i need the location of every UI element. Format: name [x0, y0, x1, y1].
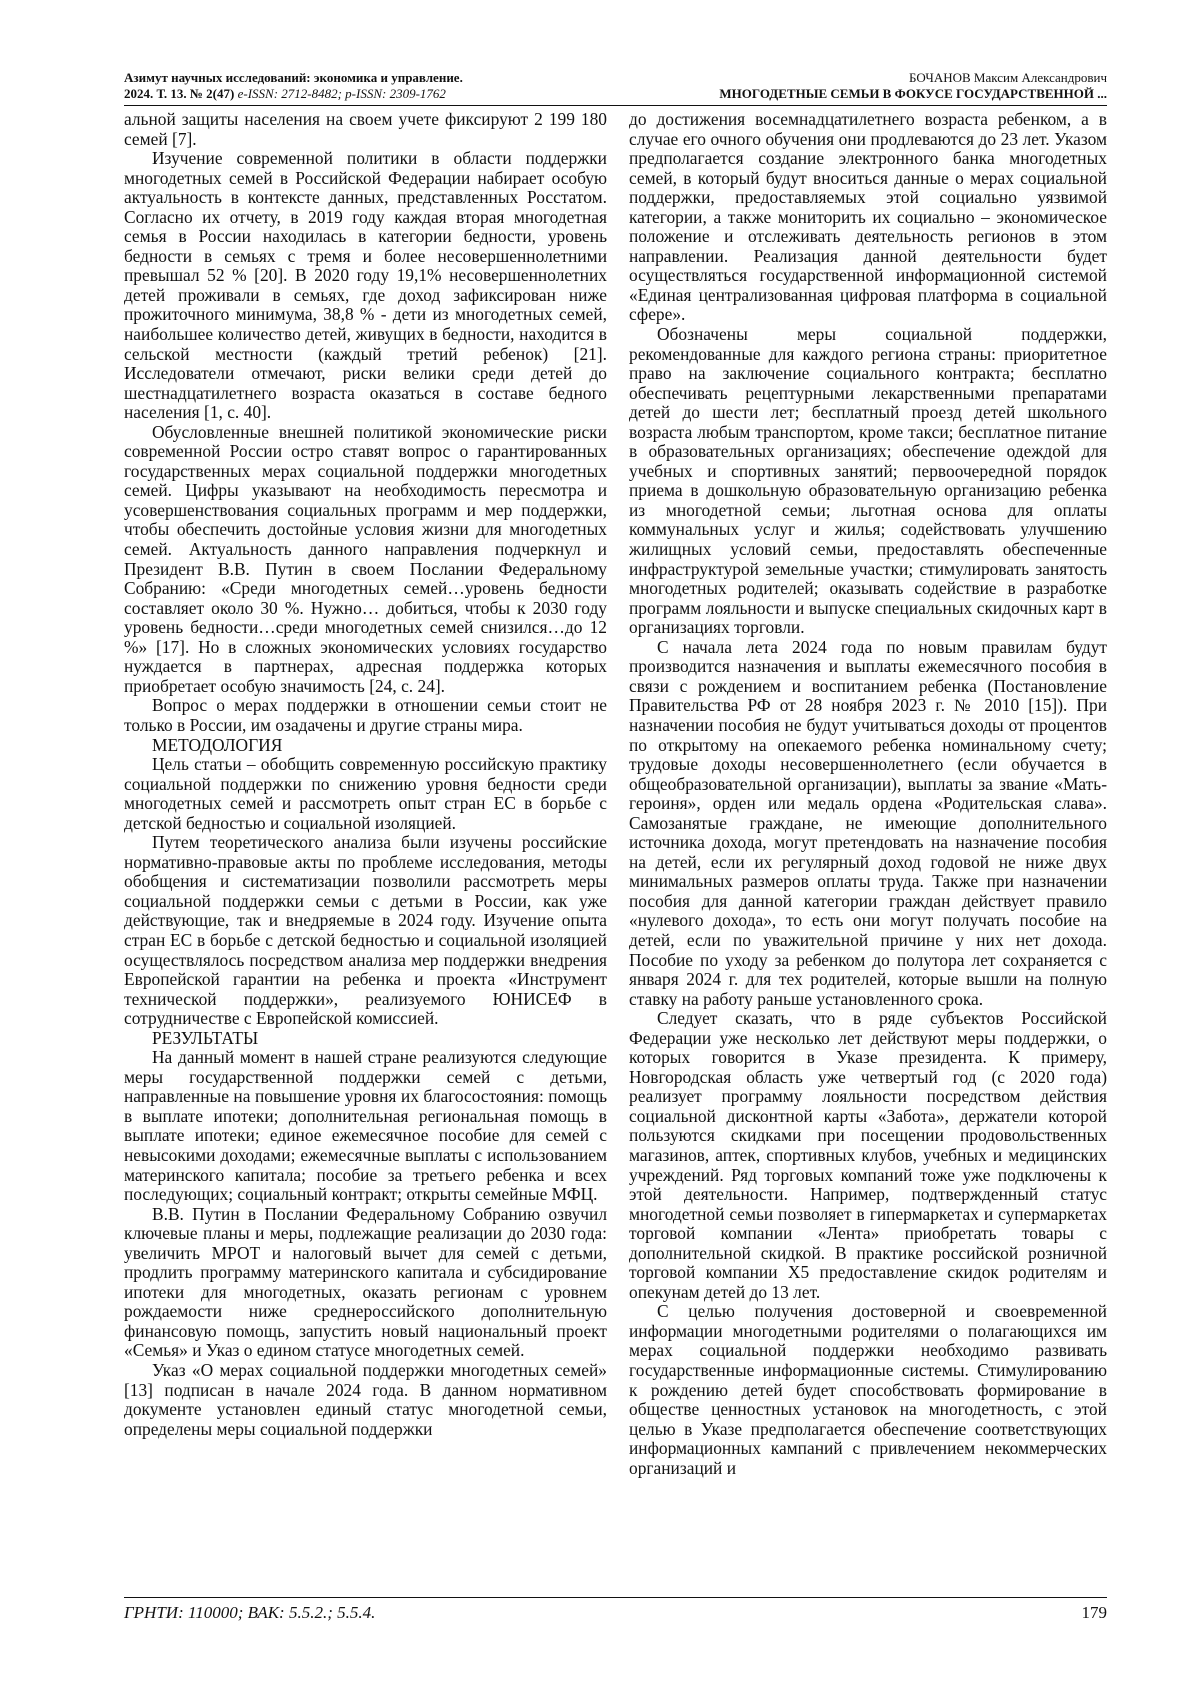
- journal-info: [124, 70, 463, 102]
- article-info: [719, 70, 1107, 102]
- section-heading-methodology: МЕТОДОЛОГИЯ: [152, 734, 283, 755]
- paragraph: С целью получения достоверной и своевременной информации многодетными родителями о полагающихся им мерах социальной поддержки необходимо развивать государственные информационные системы. Стимулированию к рождению детей будет способствовать формирование в обществе ценностных установок на многодетность, с этой целью в Указе предполагается обеспечение соответствующих информационных кампаний с привлечением некоммерческих организаций и: [629, 1301, 1107, 1478]
- paragraph: С начала лета 2024 года по новым правилам будут производится назначения и выплаты ежемесячного пособия в связи с рождением и воспитанием ребенка (Постановление Правительства РФ от 28 ноября 2023 г. № 2010 [15]). При назначении пособия не будут учитываться доходы от процентов по открытому на опекаемого ребенка номинальному счету; трудовые доходы несовершеннолетнего (если обучается в общеобразовательной организации), выплаты за звание «Мать-героиня», орден или медаль ордена «Родительская слава». Самозанятые граждане, не имеющие дополнительного источника дохода, могут претендовать на назначение пособия на детей, если их регулярный доход годовой не ниже двух минимальных размеров оплаты труда. Также при назначении пособия для данной категории граждан действует правило «нулевого дохода», то есть они могут получать пособие на детей, если по уважительной причине у них нет дохода. Пособие по уходу за ребенком до полутора лет сохраняется с января 2024 г. для тех родителей, которые вышли на полную ставку на работу раньше установленного срока.: [629, 636, 1107, 1009]
- paragraph: Следует сказать, что в ряде субъектов Российской Федерации уже несколько лет действуют меры поддержки, о которых говорится в Указе президента. К примеру, Новгородская область уже четвертый год (с 2020 года) реализует программу лояльности посредством действия социальной дисконтной карты «Забота», держатели которой пользуются скидками при посещении продовольственных магазинов, аптек, спортивных клубов, учебных и медицинских учреждений. Ряд торговых компаний тоже уже подключены к этой деятельности. Например, подтвержденный статус многодетной семьи позволяет в гипермаркетах и супермаркетах торговой компании «Лента» приобретать товары с дополнительной скидкой. В практике российской розничной торговой компании Х5 предоставление скидок родителям и опекунам детей до 13 лет.: [629, 1008, 1107, 1302]
- page-number: 179: [1081, 1603, 1107, 1622]
- header-rule: [124, 105, 1107, 106]
- paragraph: Обозначены меры социальной поддержки, рекомендованные для каждого региона страны: приоритетное право на заключение социального контракта; бесплатно обеспечивать рецептурными лекарственными препаратами детей до шести лет; бесплатный проезд детей школьного возраста любым транспортом, кроме такси; бесплатное питание в образовательных организациях; обеспечение одеждой для учебных и спортивных занятий; первоочередной порядок приема в дошкольную образовательную организацию ребенка из многодетной семьи; льготная основа для оплаты коммунальных услуг и жилья; содействовать улучшению жилищных условий семьи, предоставлять обеспеченные инфраструктурой земельные участки; стимулировать занятость многодетных родителей; оказывать содействие в разработке программ лояльности и выпуске специальных скидочных карт в организациях торговли.: [629, 324, 1107, 638]
- paragraph: Цель статьи – обобщить современную российскую практику социальной поддержки по снижению уровня бедности среди многодетных семей и рассмотреть опыт стран ЕС в борьбе с детской бедностью и социальной изоляцией.: [124, 754, 607, 833]
- page-footer: [124, 1602, 1107, 1624]
- paragraph: Указ «О мерах социальной поддержки многодетных семей» [13] подписан в начале 2024 года. В данном нормативном документе установлен единый статус многодетной семьи, определены меры социальной поддержки: [124, 1360, 607, 1439]
- article-title: МНОГОДЕТНЫЕ СЕМЬИ В ФОКУСЕ ГОСУДАРСТВЕННОЙ ...: [719, 86, 1107, 101]
- paragraph: Путем теоретического анализа были изучены российские нормативно-правовые акты по проблеме исследования, методы обобщения и систематизации позволили рассмотреть меры социальной поддержки семьи с детьми в России, как уже действующие, так и внедряемые в 2024 году. Изучение опыта стран ЕС в борьбе с детской бедностью и социальной изоляцией осуществлялось посредством анализа мер поддержки внедрения Европейской гарантии на ребенка и проекта «Инструмент технической поддержки», реализуемого ЮНИСЕФ в сотрудничестве с Европейской комиссией.: [124, 832, 607, 1029]
- paragraph: Вопрос о мерах поддержки в отношении семьи стоит не только в России, им озадачены и другие страны мира.: [124, 695, 607, 735]
- journal-title: Азимут научных исследований: экономика и управление.: [124, 70, 463, 85]
- journal-issue-line: [124, 86, 463, 102]
- paragraph: На данный момент в нашей стране реализуются следующие меры государственной поддержки семей с детьми, направленные на повышение уровня их благосостояния: помощь в выплате ипотеки; дополнительная региональная помощь в выплате ипотеки; единое ежемесячное пособие для семей с невысокими доходами; ежемесячные выплаты с использованием материнского капитала; пособие за третьего ребенка и всех последующих; социальный контракт; открыты семейные МФЦ.: [124, 1047, 607, 1205]
- journal-issue: 2024. Т. 13. № 2(47): [124, 86, 235, 101]
- journal-issn: e-ISSN: 2712-8482; p-ISSN: 2309-1762: [237, 86, 446, 101]
- left-column: [124, 110, 607, 1593]
- footer-rule: [124, 1597, 1107, 1598]
- paragraph: альной защиты населения на своем учете фиксируют 2 199 180 семей [7].: [124, 110, 607, 149]
- classification-codes: ГРНТИ: 110000; ВАК: 5.5.2.; 5.5.4.: [124, 1603, 376, 1622]
- paragraph: Изучение современной политики в области поддержки многодетных семей в Российской Федерации набирает особую актуальность в контексте данных, представленных Росстатом. Согласно их отчету, в 2019 году каждая вторая многодетная семья в России находилась в категории бедности, уровень бедности в семьях с тремя и более несовершеннолетними превышал 52 % [20]. В 2020 году 19,1% несовершеннолетних детей проживали в семьях, где доход зафиксирован ниже прожиточного минимума, 38,8 % - дети из многодетных семей, наибольшее количество детей, живущих в бедности, находится в сельской местности (каждый третий ребенок) [21]. Исследователи отмечают, риски велики среди детей до шестнадцатилетнего возраста оказаться в составе бедного населения [1, с. 40].: [124, 148, 607, 423]
- paragraph: до достижения восемнадцатилетнего возраста ребенком, а в случае его очного обучения они продлеваются до 23 лет. Указом предполагается создание электронного банка многодетных семей, в который будут вноситься данные о мерах социальной поддержки, предоставляемых этой социально уязвимой категории, а также мониторить их социально – экономическое положение и отслеживать деятельность регионов в этом направлении. Реализация данной деятельности будет осуществляться государственной информационной системой «Единая централизованная цифровая платформа в социальной сфере».: [629, 110, 1107, 325]
- right-column: [629, 110, 1107, 1593]
- running-header: [124, 70, 1107, 104]
- section-heading-results: РЕЗУЛЬТАТЫ: [152, 1027, 259, 1048]
- paragraph: В.В. Путин в Послании Федеральному Собранию озвучил ключевые планы и меры, подлежащие реализации до 2030 года: увеличить МРОТ и налоговый вычет для семей с детьми, продлить программу материнского капитала и субсидирование ипотеки для многодетных, оказать регионам с уровнем рождаемости ниже среднероссийского дополнительную финансовую помощь, запустить новый национальный проект «Семья» и Указ о едином статусе многодетных семей.: [124, 1203, 607, 1361]
- paragraph: Обусловленные внешней политикой экономические риски современной России остро ставят вопрос о гарантированных государственных мерах социальной поддержки многодетных семей. Цифры указывают на необходимость пересмотра и усовершенствования социальных программ и мер поддержки, чтобы обеспечить достойные условия жизни для многодетных семей. Актуальность данного направления подчеркнул и Президент В.В. Путин в своем Послании Федеральному Собранию: «Среди многодетных семей…уровень бедности составляет около 30 %. Нужно… добиться, чтобы к 2030 году уровень бедности…среди многодетных семей снизился…до 12 %» [17]. Но в сложных экономических условиях государство нуждается в партнерах, адресная поддержка которых приобретает особую значимость [24, с. 24].: [124, 421, 607, 696]
- author-name: БОЧАНОВ Максим Александрович: [908, 70, 1107, 85]
